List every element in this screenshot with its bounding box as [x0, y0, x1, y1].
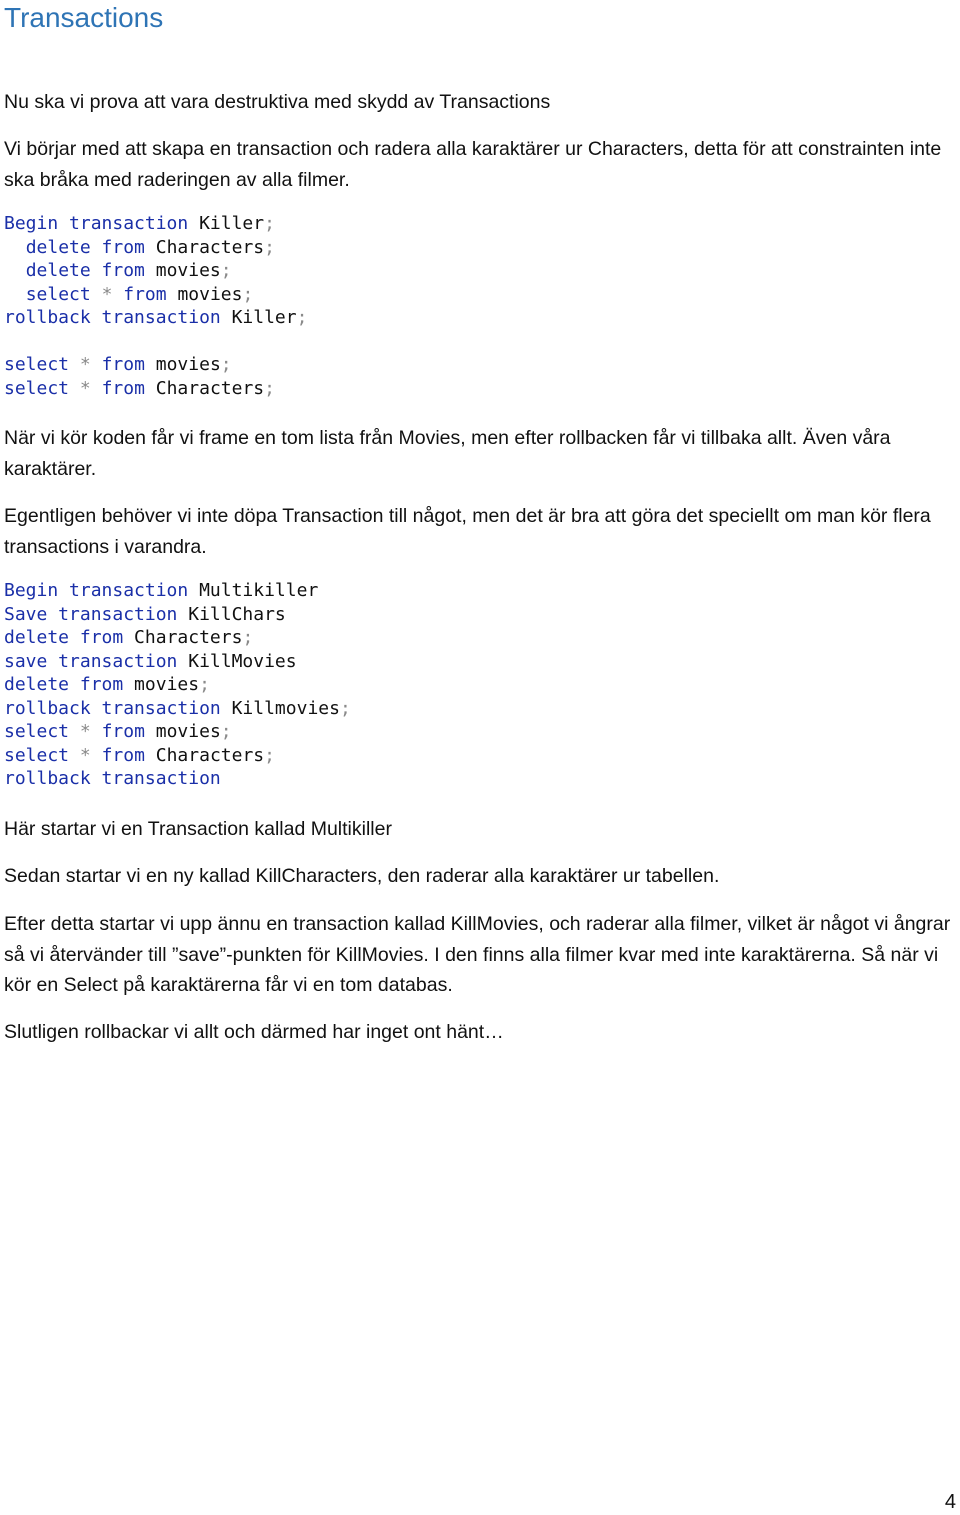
code-line [4, 579, 351, 603]
code-text: Killer [220, 307, 297, 328]
code-text [91, 354, 102, 375]
code-keyword: from [101, 377, 145, 399]
code-keyword: select [4, 721, 70, 742]
code-text [91, 378, 102, 399]
code-operator: ; [264, 744, 275, 766]
code-line [4, 306, 307, 330]
code-text: Characters [144, 744, 265, 766]
code-text [91, 721, 102, 742]
code-keyword: from [101, 744, 145, 766]
code-keyword: delete from [25, 236, 145, 258]
code-operator: ; [339, 697, 351, 719]
code-operator: ; [242, 627, 254, 648]
code-keyword: Begin transaction [4, 580, 189, 601]
code-text [69, 378, 80, 399]
paragraph-naming: Egentligen behöver vi inte döpa Transaction till något, men det är bra att göra det speciellt om man kör flera transactions i varandra. [4, 505, 931, 558]
code-text: movies [166, 283, 243, 305]
code-keyword: delete from [25, 260, 145, 281]
code-text: Killer [188, 213, 265, 234]
code-operator: ; [264, 213, 275, 234]
code-operator: ; [199, 674, 210, 695]
code-keyword: delete from [4, 627, 124, 648]
code-keyword: rollback transaction [4, 697, 221, 719]
code-operator: * [79, 744, 91, 766]
code-line [4, 720, 351, 744]
code-text [4, 284, 26, 305]
code-operator: * [101, 283, 113, 305]
paragraph-intro: Nu ska vi prova att vara destruktiva med skydd av Transactions [4, 91, 551, 113]
code-keyword: from [101, 354, 145, 375]
code-line [4, 212, 307, 236]
code-text [69, 354, 80, 375]
paragraph-killchars: Sedan startar vi en ny kallad KillCharacters, den raderar alla karaktärer ur tabellen. [4, 865, 720, 887]
code-operator: ; [220, 260, 232, 281]
paragraph-start: Vi börjar med att skapa en transaction och radera alla karaktärer ur Characters, detta för att constrainten inte ska bråka med raderingen av alla filmer. [4, 138, 942, 191]
code-text [4, 260, 26, 281]
paragraph-killmovies: Efter detta startar vi upp ännu en transaction kallad KillMovies, och raderar alla filmer, vilket är något vi ångrar så vi återvänder till ”save”-punkten för KillMovies. I den finns alla filmer kvar med inte karaktärerna. Så när vi kör en Select på karaktärerna får vi en tom databas. [4, 913, 951, 996]
code-line [4, 377, 307, 401]
code-operator: ; [220, 721, 232, 742]
code-keyword: rollback transaction [4, 307, 221, 328]
code-keyword: Save transaction [4, 603, 178, 625]
page-title: Transactions [4, 2, 164, 33]
code-operator: ; [220, 354, 232, 375]
code-keyword: from [101, 721, 145, 742]
code-text [69, 721, 80, 742]
paragraph-multikiller: Här startar vi en Transaction kallad Multikiller [4, 818, 392, 840]
code-keyword: delete from [4, 674, 124, 695]
code-block-killer [4, 212, 307, 400]
code-keyword: from [123, 283, 167, 305]
paragraph-result: När vi kör koden får vi frame en tom lista från Movies, men efter rollbacken får vi tillbaka allt. Även våra karaktärer. [4, 427, 891, 480]
page-number: 4 [944, 1491, 956, 1513]
code-line [4, 697, 351, 721]
code-text [69, 745, 80, 766]
code-operator: ; [264, 236, 275, 258]
code-line [4, 283, 307, 307]
code-keyword: select [4, 744, 70, 766]
code-line [4, 767, 351, 791]
code-line [4, 353, 307, 377]
code-text: Killmovies [220, 697, 340, 719]
code-text: Multikiller [188, 580, 319, 601]
code-text [91, 745, 102, 766]
code-line [4, 626, 351, 650]
code-operator: ; [242, 283, 254, 305]
code-keyword: select [4, 354, 70, 375]
code-operator: * [79, 377, 91, 399]
code-text [4, 237, 26, 258]
code-operator: ; [264, 377, 275, 399]
code-keyword: select [25, 283, 91, 305]
code-text: movies [144, 354, 221, 375]
code-text [91, 284, 102, 305]
code-text: Characters [144, 377, 265, 399]
code-block-multikiller [4, 579, 351, 791]
code-keyword: rollback transaction [4, 768, 221, 789]
code-text: movies [123, 674, 200, 695]
code-line [4, 603, 351, 627]
code-text: movies [144, 260, 221, 281]
code-line [4, 744, 351, 768]
code-text: Characters [123, 627, 243, 648]
code-keyword: Begin transaction [4, 213, 189, 234]
code-keyword: select [4, 377, 70, 399]
code-operator: * [79, 721, 91, 742]
code-text: KillMovies [177, 650, 297, 672]
code-line [4, 673, 351, 697]
code-line [4, 650, 351, 674]
code-operator: * [79, 354, 91, 375]
code-line [4, 330, 307, 354]
code-text: Characters [144, 236, 265, 258]
code-text [112, 284, 123, 305]
paragraph-final: Slutligen rollbackar vi allt och därmed har inget ont hänt… [4, 1021, 504, 1043]
code-line [4, 259, 307, 283]
code-text: movies [144, 721, 221, 742]
code-text: KillChars [177, 603, 286, 625]
code-line [4, 236, 307, 260]
code-operator: ; [296, 307, 308, 328]
code-keyword: save transaction [4, 650, 178, 672]
